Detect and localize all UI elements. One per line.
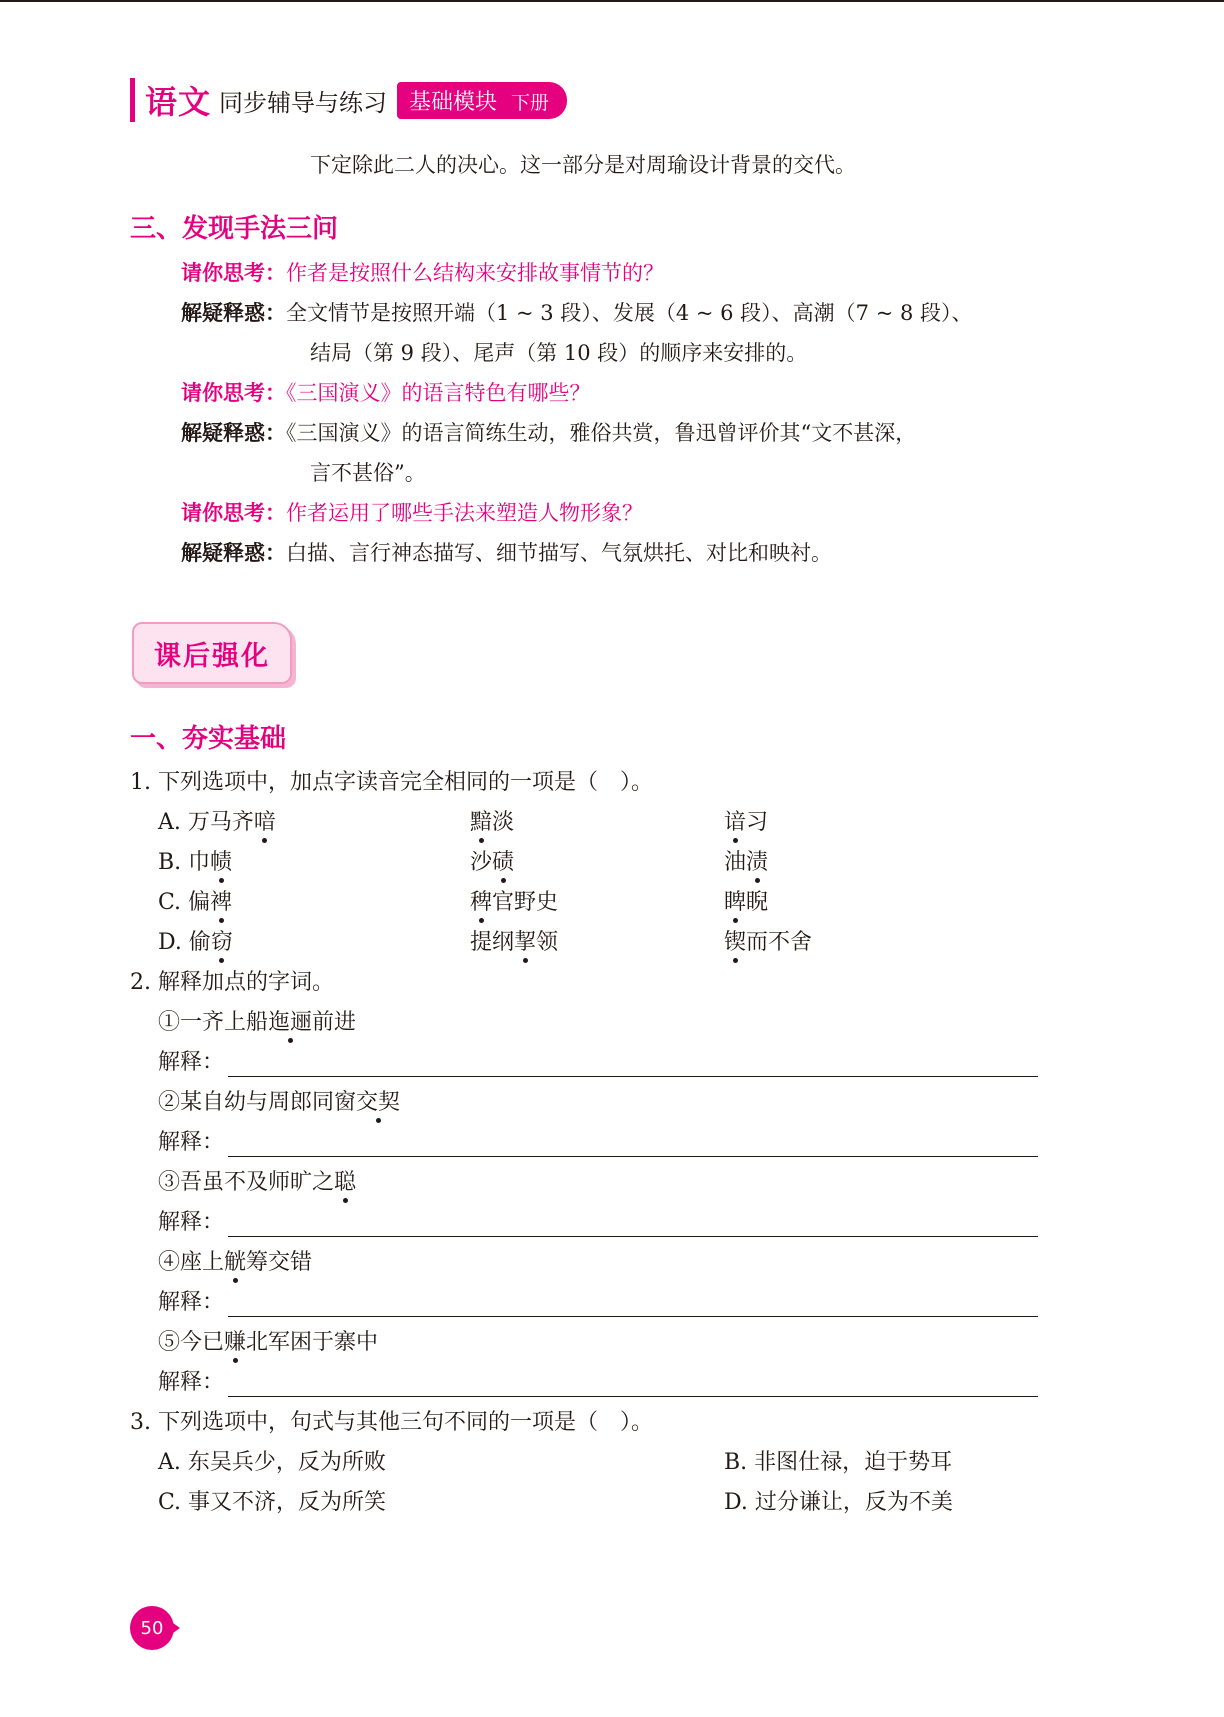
dotted-word: 交契 <box>356 1088 400 1118</box>
dotted-char: 挈 <box>514 928 536 958</box>
practice-tab-label: 课后强化 <box>154 640 270 672</box>
q2-explain-label-1: 解释： <box>158 1050 225 1075</box>
answer-a1-line1: 全文情节是按照开端（1 ~ 3 段）、发展（4 ~ 6 段）、高潮（7 ~ 8 段）、 <box>286 301 973 325</box>
think-q2 <box>181 378 591 408</box>
q1-option-b3: 油渍 <box>724 848 768 878</box>
q1-option-a1: A. 万马齐喑 <box>158 808 276 838</box>
q1-option-b2: 沙碛 <box>470 848 514 878</box>
dotted-char: 碛 <box>492 848 514 878</box>
answer-label: 解疑释惑： <box>181 421 286 445</box>
think-label: 请你思考： <box>181 501 286 525</box>
dotted-char: 锲 <box>724 928 746 958</box>
q1-option-c3: 睥睨 <box>724 888 768 918</box>
q1-option-c1: C. 偏裨 <box>158 888 232 918</box>
dotted-char: 稗 <box>470 888 492 918</box>
page-header <box>130 78 567 122</box>
q1-option-a2: 黯淡 <box>470 808 514 838</box>
think-q3-text: 作者运用了哪些手法来塑造人物形象？ <box>286 501 643 525</box>
q2-answer-line-5[interactable] <box>228 1396 1038 1397</box>
q1-option-d1: D. 偷窃 <box>158 928 233 958</box>
q3-stem: 3. 下列选项中，句式与其他三句不同的一项是（ ）。 <box>130 1410 653 1435</box>
answer-label: 解疑释惑： <box>181 301 286 325</box>
q3-option-d: D. 过分谦让，反为不美 <box>724 1490 953 1515</box>
dotted-char: 聪 <box>334 1168 356 1198</box>
header-module-badge <box>397 82 567 119</box>
header-subject: 语文 <box>145 83 212 121</box>
q2-explain-label-5: 解释： <box>158 1370 225 1395</box>
dotted-char: 谙 <box>724 808 746 838</box>
q2-explain-label-3: 解释： <box>158 1210 225 1235</box>
answer-a2-line2: 言不甚俗”。 <box>310 461 426 485</box>
q2-answer-line-4[interactable] <box>228 1316 1038 1317</box>
q2-answer-line-1[interactable] <box>228 1076 1038 1077</box>
q2-explain-label-2: 解释： <box>158 1130 225 1155</box>
header-volume: 下册 <box>511 91 550 114</box>
q1-option-d2: 提纲挈领 <box>470 928 558 958</box>
q2-stem: 2. 解释加点的字词。 <box>130 970 334 995</box>
q2-item-5: ⑤今已赚北军困于寨中 <box>158 1328 378 1358</box>
header-series: 同步辅导与练习 <box>219 88 388 117</box>
answer-a2 <box>181 418 916 448</box>
top-border <box>0 0 1224 2</box>
answer-a1-line2: 结局（第 9 段）、尾声（第 10 段）的顺序来安排的。 <box>310 341 808 365</box>
think-q2-text: 《三国演义》的语言特色有哪些？ <box>286 381 591 405</box>
q3-option-b: B. 非图仕禄，迫于势耳 <box>724 1450 953 1475</box>
section3-title: 三、发现手法三问 <box>130 214 339 244</box>
q2-answer-line-3[interactable] <box>228 1236 1038 1237</box>
q3-option-a: A. 东吴兵少，反为所败 <box>158 1450 386 1475</box>
header-accent-bar <box>130 78 135 122</box>
answer-label: 解疑释惑： <box>181 541 286 565</box>
dotted-char: 赚 <box>224 1328 246 1358</box>
dotted-char: 黯 <box>470 808 492 838</box>
think-label: 请你思考： <box>181 261 286 285</box>
q2-item-1: ①一齐上船迤逦前进 <box>158 1008 356 1038</box>
think-q3 <box>181 498 643 528</box>
dotted-char: 喑 <box>254 808 276 838</box>
q1-option-b1: B. 巾帻 <box>158 848 232 878</box>
dotted-char: 渍 <box>746 848 768 878</box>
q1-option-d3: 锲而不舍 <box>724 928 812 958</box>
q2-explain-label-4: 解释： <box>158 1290 225 1315</box>
think-q1 <box>181 258 664 288</box>
answer-a1 <box>181 298 973 328</box>
header-module: 基础模块 <box>409 89 498 115</box>
intro-line: 下定除此二人的决心。这一部分是对周瑜设计背景的交代。 <box>310 153 856 177</box>
q1-option-c2: 稗官野史 <box>470 888 558 918</box>
answer-a3-text: 白描、言行神态描写、细节描写、气氛烘托、对比和映衬。 <box>286 541 832 565</box>
dotted-char: 觥 <box>224 1248 246 1278</box>
dotted-char: 帻 <box>210 848 232 878</box>
q1-stem: 1. 下列选项中，加点字读音完全相同的一项是（ ）。 <box>130 770 653 795</box>
think-q1-text: 作者是按照什么结构来安排故事情节的？ <box>286 261 664 285</box>
dotted-char: 裨 <box>210 888 232 918</box>
dotted-char: 窃 <box>211 928 233 958</box>
practice-tab <box>132 622 292 684</box>
dotted-char: 睥 <box>724 888 746 918</box>
answer-a3 <box>181 538 832 568</box>
q3-option-c: C. 事又不济，反为所笑 <box>158 1490 387 1515</box>
dotted-word: 迤逦 <box>268 1008 312 1038</box>
section1-title: 一、夯实基础 <box>130 724 287 754</box>
think-label: 请你思考： <box>181 381 286 405</box>
page-number: 50 <box>130 1606 174 1650</box>
q2-answer-line-2[interactable] <box>228 1156 1038 1157</box>
q2-item-4: ④座上觥筹交错 <box>158 1248 312 1278</box>
q2-item-3: ③吾虽不及师旷之聪 <box>158 1168 356 1198</box>
q1-option-a3: 谙习 <box>724 808 768 838</box>
q2-item-2: ②某自幼与周郎同窗交契 <box>158 1088 400 1118</box>
answer-a2-line1: 《三国演义》的语言简练生动，雅俗共赏，鲁迅曾评价其“文不甚深， <box>286 421 917 445</box>
